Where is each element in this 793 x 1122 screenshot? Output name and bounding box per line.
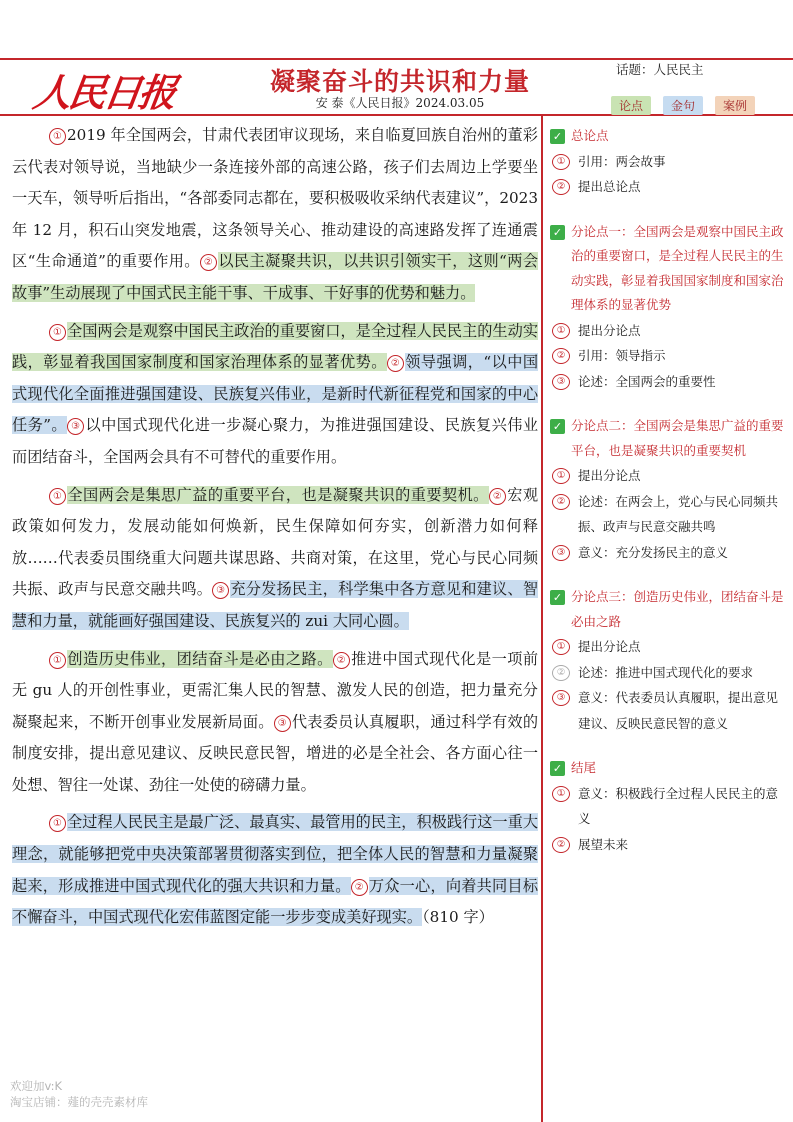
outline-item: 意义：代表委员认真履职，提出意见建议、反映民意民智的意义 bbox=[578, 690, 779, 731]
sentence: 推进中国式现代化是一项前无 gu 人的开创性事业，更需汇集人民的智慧、激发人民的创造，把力量充分凝聚起来，不断开创事业发展新局面。 bbox=[12, 649, 539, 731]
marker-3: ③ bbox=[212, 582, 229, 599]
section-heading: 分论点三：创造历史伟业，团结奋斗是必由之路 bbox=[571, 589, 784, 629]
outline-item: 展望未来 bbox=[578, 836, 629, 852]
sentence: 以中国式现代化进一步凝心聚力，为推进强国建设、民族复兴伟业而团结奋斗，全国两会具有不可替代的重要作用。 bbox=[12, 416, 539, 466]
marker-2: ② bbox=[387, 355, 404, 372]
circled-number-icon: ① bbox=[552, 468, 570, 484]
sentence-highlight-green: 全国两会是观察中国民主政治的重要窗口，是全过程人民民主的生动实践，彰显着我国国家制度和国家治理体系的显著优势。 bbox=[12, 321, 538, 372]
marker-1: ① bbox=[49, 128, 66, 145]
circled-number-icon: ① bbox=[552, 154, 570, 170]
circled-number-icon: ③ bbox=[552, 690, 570, 706]
outline-item: 论述：推进中国式现代化的要求 bbox=[578, 664, 754, 680]
section-heading: 分论点一：全国两会是观察中国民主政治的重要窗口，是全过程人民民主的生动实践，彰显着我国国家制度和国家治理体系的显著优势 bbox=[571, 223, 784, 312]
outline-item: 提出分论点 bbox=[578, 322, 641, 338]
watermark-line: 欢迎加v:K bbox=[10, 1079, 63, 1093]
circled-number-icon: ③ bbox=[552, 374, 570, 390]
circled-number-icon: ② bbox=[552, 837, 570, 853]
sentence-highlight-blue: 领导强调，“以中国式现代化全面推进强国建设、民族复兴伟业，是新时代新征程党和国家的中心任务”。 bbox=[12, 353, 539, 435]
circled-number-icon: ② bbox=[552, 179, 570, 195]
sentence-highlight-blue: 充分发扬民主，科学集中各方意见和建议、智慧和力量，就能画好强国建设、民族复兴的 zui 大同心圆。 bbox=[12, 580, 539, 630]
outline-item: 意义：充分发扬民主的意义 bbox=[578, 544, 729, 560]
outline-item: 提出总论点 bbox=[578, 179, 641, 194]
outline-section-thesis bbox=[550, 124, 788, 200]
watermark-line: 淘宝店铺：薤的壳壳素材库 bbox=[10, 1095, 148, 1109]
circled-number-icon: ② bbox=[552, 494, 570, 510]
tag-case: 案例 bbox=[715, 96, 755, 115]
outline-item: 论述：在两会上，党心与民心同频共振、政声与民意交融共鸣 bbox=[578, 493, 779, 534]
outline-item: 论述：全国两会的重要性 bbox=[578, 373, 716, 389]
outline-item: 提出分论点 bbox=[578, 639, 641, 654]
check-icon: ✓ bbox=[550, 590, 565, 605]
watermark bbox=[10, 1078, 148, 1110]
paragraph-4 bbox=[12, 644, 538, 802]
sentence-highlight-blue: 全过程人民民主是最广泛、最真实、最管用的民主，积极践行这一重大理念，就能够把党中央决策部署贯彻落实到位，把全体人民的智慧和力量凝聚起来，形成推进中国式现代化的强大共识和力量。 bbox=[12, 813, 538, 895]
article-body bbox=[12, 120, 538, 940]
outline-section-point-2 bbox=[550, 414, 788, 565]
check-icon: ✓ bbox=[550, 129, 565, 144]
sentence: 2019 年全国两会，甘肃代表团审议现场，来自临夏回族自治州的董彩云代表对领导说，当地缺少一条连接外部的高速公路，孩子们去周边上学要坐一天车，领导听后指出，“各部委同志都在，要积极吸收采纳代表建议”，2023 年 12 月，积石山突发地震，这条领导关心、推动建设的高速路发挥了连通震区“生命通道”的重要作用。 bbox=[12, 126, 538, 271]
tag-quote: 金句 bbox=[663, 96, 703, 115]
sentence-highlight-blue: 万众一心，向着共同目标不懈奋斗，中国式现代化宏伟蓝图定能一步步变成美好现实。 bbox=[12, 876, 539, 927]
marker-2: ② bbox=[351, 879, 368, 896]
paragraph-3 bbox=[12, 480, 538, 638]
paragraph-2 bbox=[12, 316, 538, 474]
sentence: 宏观政策如何发力，发展动能如何焕新，民生保障如何夯实，创新潜力如何释放……代表委员围绕重大问题共谋思路、共商对策，在这里，党心与民心同频共振、政声与民意交融共鸣。 bbox=[12, 485, 539, 599]
topic-label: 话题：人民民主 bbox=[616, 62, 704, 77]
marker-2: ② bbox=[200, 254, 217, 271]
circled-number-icon: ① bbox=[552, 786, 570, 802]
marker-1: ① bbox=[49, 488, 66, 505]
paragraph-5 bbox=[12, 807, 538, 933]
outline-sidebar bbox=[550, 124, 788, 877]
marker-2: ② bbox=[489, 488, 506, 505]
marker-1: ① bbox=[49, 815, 66, 832]
article-title: 凝聚奋斗的共识和力量 bbox=[269, 67, 530, 96]
marker-1: ① bbox=[49, 324, 66, 341]
section-heading: 总论点 bbox=[571, 128, 609, 143]
legend-tags bbox=[611, 96, 755, 115]
sentence-highlight-green: 创造历史伟业，团结奋斗是必由之路。 bbox=[67, 649, 333, 668]
marker-1: ① bbox=[49, 652, 66, 669]
circled-number-icon: ② bbox=[552, 348, 570, 364]
section-heading: 结尾 bbox=[571, 760, 597, 775]
outline-item: 提出分论点 bbox=[578, 468, 641, 483]
outline-item: 引用：领导指示 bbox=[578, 348, 666, 363]
paragraph-1 bbox=[12, 120, 538, 310]
circled-number-icon: ① bbox=[552, 323, 570, 339]
section-heading: 分论点二：全国两会是集思广益的重要平台，也是凝聚共识的重要契机 bbox=[571, 418, 784, 458]
outline-section-ending bbox=[550, 756, 788, 857]
outline-item: 意义：积极践行全过程人民民主的意义 bbox=[578, 785, 779, 826]
article-byline: 安 泰《人民日报》2024.03.05 bbox=[315, 96, 485, 110]
check-icon: ✓ bbox=[550, 419, 565, 434]
marker-3: ③ bbox=[67, 418, 84, 435]
column-divider bbox=[541, 114, 543, 1122]
outline-section-point-3 bbox=[550, 585, 788, 736]
check-icon: ✓ bbox=[550, 761, 565, 776]
tag-argument: 论点 bbox=[611, 96, 651, 115]
newspaper-logo: 人民日报 bbox=[30, 70, 177, 115]
outline-item: 引用：两会故事 bbox=[578, 153, 666, 169]
outline-section-point-1 bbox=[550, 220, 788, 395]
sentence-highlight-green: 全国两会是集思广益的重要平台，也是凝聚共识的重要契机。 bbox=[67, 485, 489, 504]
marker-3: ③ bbox=[274, 715, 291, 732]
check-icon: ✓ bbox=[550, 225, 565, 240]
circled-number-icon: ① bbox=[552, 639, 570, 655]
circled-number-icon: ③ bbox=[552, 545, 570, 561]
circled-number-icon: ② bbox=[552, 665, 570, 681]
sentence-highlight-green: 以民主凝聚共识，以共识引领实干，这则“两会故事”生动展现了中国式民主能干事、干成事、干好事的优势和魅力。 bbox=[12, 252, 539, 302]
sentence: 代表委员认真履职，通过科学有效的制度安排，提出意见建议、反映民意民智，增进的必是全社会、各方面心往一处想、智往一处谋、劲往一处使的磅礴力量。 bbox=[12, 712, 539, 794]
marker-2: ② bbox=[333, 652, 350, 669]
word-count: （810 字） bbox=[422, 908, 494, 927]
